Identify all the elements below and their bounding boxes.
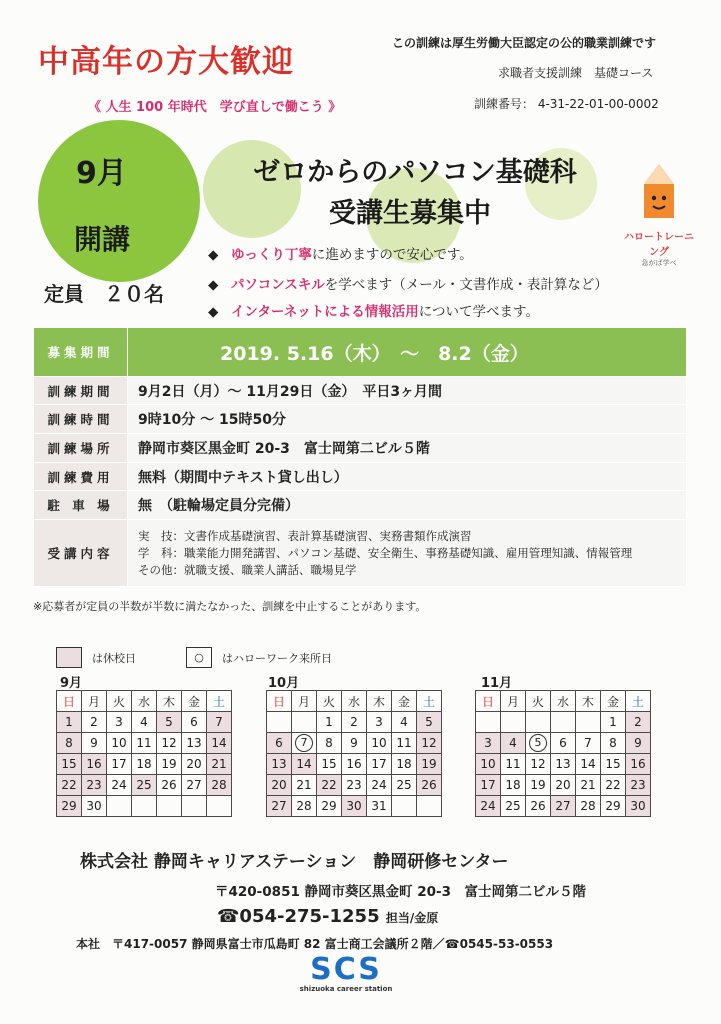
weekday-cell: 金 [392,691,417,712]
calendar-day: 5 [417,712,442,733]
calendar-day: 1 [317,712,342,733]
calendar-day: 4 [392,712,417,733]
calendar-day: 21 [292,775,317,796]
calendar-day: 12 [417,733,442,754]
weekday-cell: 土 [417,691,442,712]
calendar-day [526,733,551,754]
weekday-cell: 金 [182,691,207,712]
calendar-day: 1 [57,712,82,733]
calendar-day: 24 [367,775,392,796]
head-office: 本社 〒417-0057 静岡県富士市瓜島町 82 富士商工会議所２階／☎0545-53-0553 [76,937,554,951]
calendar-day: 9 [82,733,107,754]
calendar-week [267,712,442,733]
calendar-week [476,754,651,775]
table-row: 訓練場所 静岡市葵区黒金町 20-3 富士岡第二ビル５階 [34,434,687,463]
phone-value: ☎054-275-1255 [217,906,380,927]
calendar-day: 23 [82,775,107,796]
calendar-day: 28 [576,796,601,817]
calendar-week [267,754,442,775]
diamond-icon: ◆ [208,304,219,320]
weekday-cell: 木 [367,691,392,712]
recruit-row [34,328,687,377]
weekday-cell: 日 [267,691,292,712]
calendar-day: 19 [157,754,182,775]
weekday-header [476,691,651,712]
calendar-week [476,712,651,733]
calendar-day: 23 [342,775,367,796]
logo-tagline: 急がば学べ [641,259,677,267]
calendar-day: 16 [342,754,367,775]
calendar-day: 21 [576,775,601,796]
calendar-day: 28 [207,775,232,796]
calendar-day: 22 [317,775,342,796]
calendar-day [157,796,182,817]
company-name: 株式会社 静岡キャリアステーション 静岡研修センター [80,852,509,872]
calendar-day: 13 [267,754,292,775]
weekday-header [267,691,442,712]
weekday-cell: 日 [57,691,82,712]
calendar-day: 29 [317,796,342,817]
calendar-day: 2 [626,712,651,733]
calendar-day: 3 [367,712,392,733]
calendar-day: 17 [367,754,392,775]
calendar-day: 26 [157,775,182,796]
calendar-day: 16 [626,754,651,775]
calendar-day: 6 [551,733,576,754]
calendar-september [56,690,232,817]
legend-hellowork: ○ はハローワーク来所日 [186,647,332,668]
capacity: 定員 ２０名 [44,282,164,306]
calendar-day: 24 [476,796,501,817]
calendar-day: 7 [207,712,232,733]
start-label: 開講 [74,223,131,256]
calendar-week [57,733,232,754]
calendar-day: 24 [107,775,132,796]
calendar-day [107,796,132,817]
calendar-day: 21 [207,754,232,775]
calendar-day: 18 [132,754,157,775]
calendar-day: 6 [182,712,207,733]
diamond-icon: ◆ [208,277,219,293]
calendar-day [417,796,442,817]
calendar-day: 3 [476,733,501,754]
calendar-day: 22 [57,775,82,796]
calendar-november [475,690,651,817]
weekday-cell: 月 [292,691,317,712]
weekday-cell: 金 [601,691,626,712]
month-label-sep: 9月 [60,676,83,691]
table-row: 駐 車 場 無 （駐輪場定員分完備） [34,491,687,520]
table-row: 受講内容 実 技：文書作成基礎演習、表計算基礎演習、実務書類作成演習 学 科：職業能力開発講習、パソコン基礎、安全衛生、事務基礎知識、雇用管理知識、情報管理 その他：就職支援、職業人講話、職場見学 [34,520,687,587]
calendar-week [57,775,232,796]
calendar-day: 20 [551,775,576,796]
weekday-header [57,691,232,712]
holiday-swatch [56,647,82,668]
start-month: 9月 [76,156,127,191]
calendar-day: 6 [267,733,292,754]
calendar-week [267,796,442,817]
logo-name: ハロートレーニング [624,232,694,258]
calendar-day: 5 [157,712,182,733]
bullet-item: ◆ ゆっくり丁寧に進めますので安心です。 [208,247,473,263]
calendar-day: 27 [551,796,576,817]
calendar-day [526,712,551,733]
weekday-cell: 水 [342,691,367,712]
scs-logo-text: SCS [310,952,382,987]
month-label-nov: 11月 [481,676,513,691]
calendar-day: 9 [342,733,367,754]
calendar-day: 15 [57,754,82,775]
calendar-week [476,775,651,796]
subline: 《 人生 100 年時代 学び直しで働こう 》 [88,100,342,115]
calendar-day [292,733,317,754]
legend-holiday: は休校日 [56,647,136,668]
cert-text: この訓練は厚生労働大臣認定の公的職業訓練です [392,36,657,50]
calendar-october [266,690,442,817]
calendar-day [207,796,232,817]
calendar-day: 3 [107,712,132,733]
calendar-day: 26 [526,796,551,817]
calendar-day: 8 [317,733,342,754]
calendar-day: 10 [107,733,132,754]
calendar-day: 4 [132,712,157,733]
weekday-cell: 土 [207,691,232,712]
calendar-day: 27 [182,775,207,796]
calendar-day [267,712,292,733]
calendar-day: 25 [392,775,417,796]
calendar-day: 29 [57,796,82,817]
bullet-item: ◆ パソコンスキルを学べます（メール・文書作成・表計算など） [208,277,608,293]
calendar-day: 28 [292,796,317,817]
info-table [33,327,687,587]
calendar-day: 12 [526,754,551,775]
weekday-cell: 火 [526,691,551,712]
calendar-day [551,712,576,733]
course-type: 求職者支援訓練 基礎コース [498,66,654,80]
calendar-day [292,712,317,733]
calendar-day: 25 [501,796,526,817]
calendar-day: 15 [317,754,342,775]
weekday-cell: 水 [551,691,576,712]
hellowork-day-marker: 7 [295,734,313,752]
calendar-day: 11 [132,733,157,754]
calendar-day: 18 [392,754,417,775]
calendar-day: 7 [576,733,601,754]
training-number: 訓練番号： 4-31-22-01-00-0002 [474,97,659,111]
calendar-day: 14 [292,754,317,775]
diamond-icon: ◆ [208,247,219,263]
calendar-day: 10 [367,733,392,754]
calendar-day: 15 [601,754,626,775]
calendar-day: 4 [501,733,526,754]
calendar-day: 31 [367,796,392,817]
calendar-day: 13 [551,754,576,775]
course-subtitle: 受講生募集中 [329,198,491,229]
calendar-day: 30 [626,796,651,817]
calendar-day: 23 [626,775,651,796]
calendar-week [476,733,651,754]
scs-logo-sub: shizuoka career station [299,985,393,993]
calendar-day: 30 [342,796,367,817]
content-cell: 実 技：文書作成基礎演習、表計算基礎演習、実務書類作成演習 学 科：職業能力開発講習、パソコン基礎、安全衛生、事務基礎知識、雇用管理知識、情報管理 その他：就職支援、職業人講話、職場見学 [128,520,687,587]
table-row: 訓練時間 9時10分 ～ 15時50分 [34,405,687,434]
calendar-day: 30 [82,796,107,817]
month-label-oct: 10月 [268,676,300,691]
calendar-day: 20 [182,754,207,775]
weekday-cell: 木 [157,691,182,712]
calendar-day: 27 [267,796,292,817]
calendar-day: 14 [207,733,232,754]
calendar-day: 18 [501,775,526,796]
headline: 中高年の方大歓迎 [38,44,294,80]
calendar-day: 1 [601,712,626,733]
calendar-day: 12 [157,733,182,754]
calendar-day [576,712,601,733]
weekday-cell: 木 [576,691,601,712]
calendar-day: 17 [107,754,132,775]
pencil-mascot-icon [620,162,698,224]
table-row: 訓練費用 無料（期間中テキスト貸し出し） [34,463,687,491]
weekday-cell: 月 [501,691,526,712]
calendar-day: 22 [601,775,626,796]
calendar-day: 26 [417,775,442,796]
weekday-cell: 土 [626,691,651,712]
calendar-day: 13 [182,733,207,754]
calendar-day: 19 [526,775,551,796]
calendar-week [476,796,651,817]
calendar-day: 8 [601,733,626,754]
calendar-day: 20 [267,775,292,796]
weekday-cell: 日 [476,691,501,712]
hellowork-swatch: ○ [186,647,212,668]
weekday-cell: 水 [132,691,157,712]
hellowork-day-marker: 5 [529,734,547,752]
calendar-day: 9 [626,733,651,754]
weekday-cell: 月 [82,691,107,712]
calendar-week [57,754,232,775]
calendar-day: 11 [501,754,526,775]
scs-logo [296,952,396,993]
calendar-day: 19 [417,754,442,775]
course-title: ゼロからのパソコン基礎科 [253,157,577,188]
phone-number [217,906,438,927]
calendar-week [57,796,232,817]
weekday-cell: 火 [317,691,342,712]
calendar-day: 2 [342,712,367,733]
recruit-label: 募集期間 [34,328,128,377]
calendar-week [267,775,442,796]
calendar-day: 25 [132,775,157,796]
cancel-note: ※応募者が定員の半数が半数に満たなかった、訓練を中止することがあります。 [33,600,427,613]
bullet-item: ◆ インターネットによる情報活用について学べます。 [208,304,539,320]
calendar-week [267,733,442,754]
calendar-day: 2 [82,712,107,733]
calendar-day [132,796,157,817]
contact-person: 担当/金原 [385,911,439,925]
weekday-cell: 火 [107,691,132,712]
calendar-day: 17 [476,775,501,796]
calendar-day: 11 [392,733,417,754]
table-row: 訓練期間 9月2日（月）～ 11月29日（金） 平日3ヶ月間 [34,377,687,405]
calendar-day [392,796,417,817]
calendar-day: 8 [57,733,82,754]
calendar-day: 16 [82,754,107,775]
calendar-day [182,796,207,817]
calendar-day: 29 [601,796,626,817]
hello-training-logo [620,162,698,267]
company-address: 〒420-0851 静岡市葵区黒金町 20-3 富士岡第二ビル５階 [215,884,587,900]
calendar-day: 10 [476,754,501,775]
calendar-day: 14 [576,754,601,775]
recruit-value: 2019. 5.16（木） ～ 8.2（金） [128,328,687,377]
calendar-day [501,712,526,733]
calendar-week [57,712,232,733]
calendar-day [476,712,501,733]
